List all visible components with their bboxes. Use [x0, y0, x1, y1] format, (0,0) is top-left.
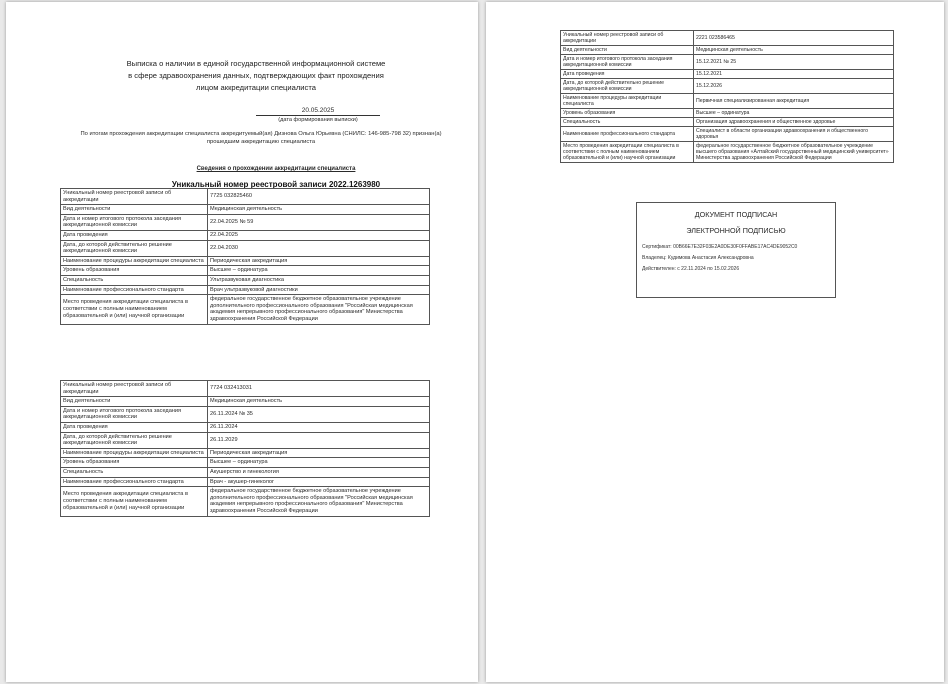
date-caption: (дата формирования выписки): [278, 117, 358, 123]
table-row: [61, 205, 430, 215]
signature-owner: Владелец: Кудимова Анастасия Александровна: [642, 255, 754, 261]
field-value: 15.12.2021: [694, 70, 894, 79]
field-value: Медицинская деятельность: [208, 205, 430, 215]
lead-paragraph: По итогам прохождения аккредитации специалиста аккредитуемый(ая) Дизнова Ольга Юрьевна (СНИЛС: 146-985-798 32) признан(а) прошедшим аккредитацию специалиста: [80, 131, 442, 145]
signature-certificate: Сертификат: 00B66E7E32F03E2A0DE30F0FFABE17AC4DE9052C0: [642, 244, 798, 250]
table-row: [61, 448, 430, 458]
field-value: 15.12.2021 № 25: [694, 55, 894, 70]
accreditation-table-1: [60, 188, 430, 325]
field-value: Врач - акушер-гинеколог: [208, 477, 430, 487]
field-value: федеральное государственное бюджетное образовательное учреждение дополнительного профессионального образования "Российская медицинская академия непрерывного профессионального образования" Министерства здравоохранения Российской Федерации: [208, 487, 430, 516]
table-row: [61, 432, 430, 448]
field-label: Место проведения аккредитации специалиста в соответствии с полным наименованием образовательной и (или) научной организации: [61, 487, 208, 516]
field-value: 7725 032825460: [208, 189, 430, 205]
table-row: [61, 189, 430, 205]
field-value: 2221 023586465: [694, 31, 894, 46]
field-value: Специалист в области организации здравоохранения и общественного здоровья: [694, 127, 894, 142]
table-row: [561, 55, 894, 70]
table-row: [61, 422, 430, 432]
field-value: федеральное государственное бюджетное образовательное учреждение дополнительного профессионального образования "Российская медицинская академия непрерывного профессионального образования" Министерства здравоохранения Российской Федерации: [208, 295, 430, 324]
field-label: Уровень образования: [61, 266, 208, 276]
registry-title: Уникальный номер реестровой записи 2022.1263980: [171, 180, 381, 189]
table-row: [61, 487, 430, 516]
field-label: Наименование профессионального стандарта: [61, 477, 208, 487]
table-row: [61, 214, 430, 230]
table-row: [61, 477, 430, 487]
field-label: Специальность: [61, 275, 208, 285]
right-page: [486, 2, 944, 682]
table-row: [561, 46, 894, 55]
field-label: Дата, до которой действительно решение аккредитационной комиссии: [61, 240, 208, 256]
field-value: 15.12.2026: [694, 79, 894, 94]
date-block: [256, 106, 380, 124]
field-label: Вид деятельности: [61, 205, 208, 215]
table-row: [561, 127, 894, 142]
signature-title-line1: ДОКУМЕНТ ПОДПИСАН: [694, 210, 778, 219]
field-label: Дата проведения: [561, 70, 694, 79]
table-row: [61, 230, 430, 240]
document-date: 20.05.2025: [256, 106, 380, 116]
table-row: [61, 285, 430, 295]
field-label: Дата и номер итогового протокола заседания аккредитационной комиссии: [561, 55, 694, 70]
field-label: Специальность: [61, 467, 208, 477]
table-row: [61, 256, 430, 266]
field-label: Вид деятельности: [561, 46, 694, 55]
field-value: Периодическая аккредитация: [208, 448, 430, 458]
table-row: [561, 142, 894, 163]
accreditation-table-2: [60, 380, 430, 517]
table-row: [61, 406, 430, 422]
field-value: Медицинская деятельность: [694, 46, 894, 55]
field-label: Наименование процедуры аккредитации специалиста: [61, 256, 208, 266]
document-header: Выписка о наличии в единой государственной информационной системе в сфере здравоохранения данных, подтверждающих факт прохождения лицом аккредитации специалиста: [126, 59, 386, 92]
field-value: 22.04.2030: [208, 240, 430, 256]
field-label: Уровень образования: [61, 458, 208, 468]
left-page: [6, 2, 478, 682]
table-row: [61, 275, 430, 285]
field-label: Уникальный номер реестровой записи об аккредитации: [61, 381, 208, 397]
field-label: Дата, до которой действительно решение аккредитационной комиссии: [61, 432, 208, 448]
table-row: [561, 79, 894, 94]
accreditation-table-3: [560, 30, 894, 163]
table-row: [61, 240, 430, 256]
signature-title-line2: ЭЛЕКТРОННОЙ ПОДПИСЬЮ: [686, 226, 786, 235]
field-value: федеральное государственное бюджетное образовательное учреждение высшего образования «Алтайский государственный медицинский университет» Министерства здравоохранения Российской Федерации: [694, 142, 894, 163]
field-label: Уровень образования: [561, 109, 694, 118]
field-label: Дата и номер итогового протокола заседания аккредитационной комиссии: [61, 214, 208, 230]
table-row: [561, 94, 894, 109]
field-label: Наименование профессионального стандарта: [61, 285, 208, 295]
field-value: 22.04.2025 № 59: [208, 214, 430, 230]
table-row: [61, 458, 430, 468]
table-row: [61, 397, 430, 407]
section-title: Сведения о прохождении аккредитации специалиста: [196, 166, 356, 172]
field-label: Уникальный номер реестровой записи об аккредитации: [61, 189, 208, 205]
field-value: 26.11.2029: [208, 432, 430, 448]
field-label: Место проведения аккредитации специалиста в соответствии с полным наименованием образовательной и (или) научной организации: [61, 295, 208, 324]
field-value: Организация здравоохранения и общественное здоровье: [694, 118, 894, 127]
field-value: Высшее – ординатура: [694, 109, 894, 118]
field-label: Наименование профессионального стандарта: [561, 127, 694, 142]
signature-validity: Действителен: с 22.11.2024 по 15.02.2026: [642, 266, 740, 272]
field-value: Первичная специализированная аккредитация: [694, 94, 894, 109]
table-row: [61, 295, 430, 324]
table-row: [61, 467, 430, 477]
field-value: 26.11.2024 № 35: [208, 406, 430, 422]
field-value: 22.04.2025: [208, 230, 430, 240]
table-row: [561, 118, 894, 127]
field-label: Дата, до которой действительно решение аккредитационной комиссии: [561, 79, 694, 94]
field-value: Периодическая аккредитация: [208, 256, 430, 266]
field-value: Акушерство и гинекология: [208, 467, 430, 477]
field-value: 26.11.2024: [208, 422, 430, 432]
field-label: Вид деятельности: [61, 397, 208, 407]
table-row: [61, 381, 430, 397]
field-label: Наименование процедуры аккредитации специалиста: [561, 94, 694, 109]
field-value: Ультразвуковая диагностика: [208, 275, 430, 285]
field-label: Дата и номер итогового протокола заседания аккредитационной комиссии: [61, 406, 208, 422]
field-label: Уникальный номер реестровой записи об аккредитации: [561, 31, 694, 46]
field-label: Дата проведения: [61, 230, 208, 240]
field-value: Высшее – ординатура: [208, 266, 430, 276]
field-value: 7724 032413031: [208, 381, 430, 397]
field-label: Наименование процедуры аккредитации специалиста: [61, 448, 208, 458]
table-row: [561, 70, 894, 79]
field-value: Медицинская деятельность: [208, 397, 430, 407]
electronic-signature-stamp: [636, 202, 836, 298]
field-value: Врач ультразвуковой диагностики: [208, 285, 430, 295]
table-row: [561, 109, 894, 118]
field-label: Место проведения аккредитации специалиста в соответствии с полным наименованием образовательной и (или) научной организации: [561, 142, 694, 163]
field-label: Дата проведения: [61, 422, 208, 432]
field-value: Высшее – ординатура: [208, 458, 430, 468]
table-row: [561, 31, 894, 46]
table-row: [61, 266, 430, 276]
field-label: Специальность: [561, 118, 694, 127]
